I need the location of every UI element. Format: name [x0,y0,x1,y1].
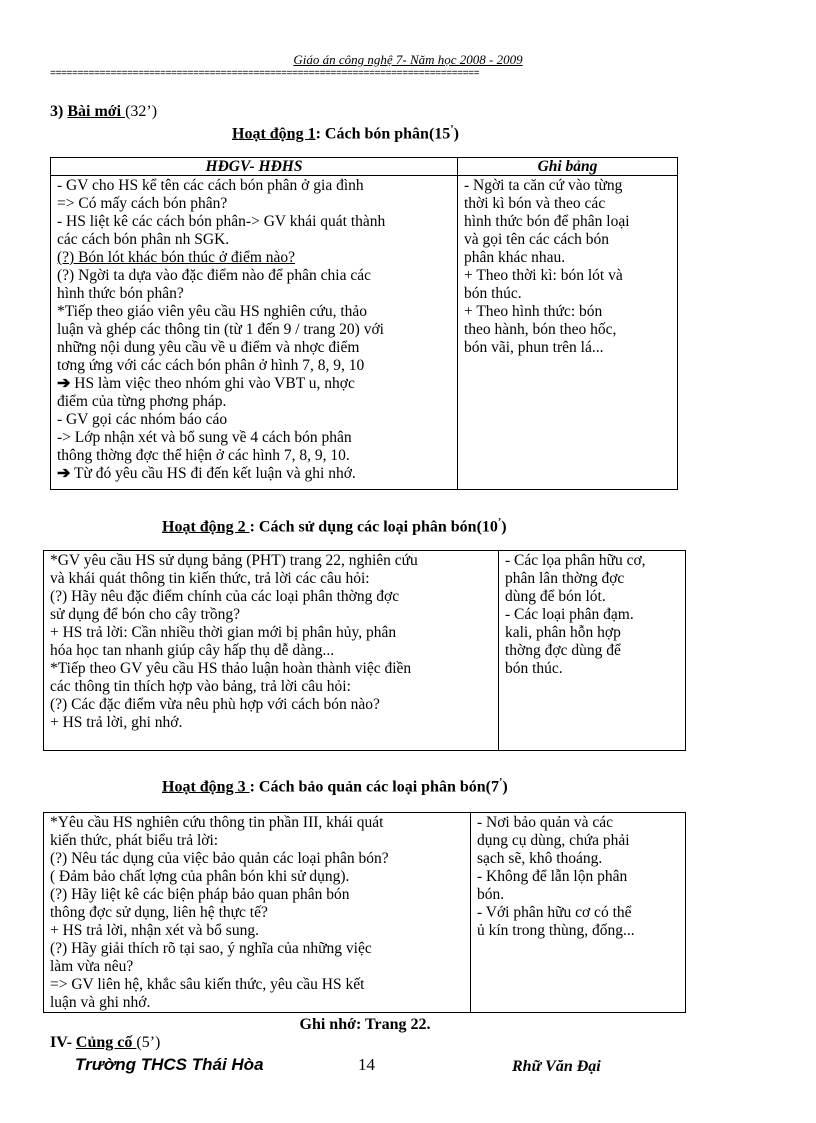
text-line: hình thức bón phân? [57,285,184,302]
text-line: + Theo hình thức: bón [464,303,603,320]
text-line: bón thúc. [464,285,522,302]
text-line: theo hành, bón theo hốc, [464,321,617,338]
text-line: hóa học tan nhanh giúp cây hấp thụ dễ dàng... [50,642,335,659]
section-3-heading [50,103,157,121]
question-line: (?) Hãy nêu đặc điểm chính của các loại phân thờng đợc [50,588,400,605]
activity-1-sup: ’ [450,124,454,135]
text-line: thờng đợc dùng để [505,642,621,659]
text-line: các cách bón phân nh SGK. [57,231,230,248]
text-line: - GV cho HS kể tên các cách bón phân ở gia đình [57,177,364,194]
text-line: tơng ứng với các cách bón phân ở hình 7, 8, 9, 10 [57,357,365,374]
text-line: ( Đảm bảo chất lợng của phân bón khi sử dụng). [50,868,350,885]
question-line: (?) Bón lót khác bón thúc ở điểm nào? [57,249,296,266]
activity-3-label: Hoạt động 3 [162,778,250,796]
activity-3-text: : Cách bảo quản các loại phân bón(7 [249,778,499,796]
activity-2-title [162,517,507,536]
question-line: (?) Các đặc điểm vừa nêu phù hợp với cách bón nào? [50,696,380,713]
section-3-time: (32’) [125,103,158,120]
activity-1-label: Hoạt động 1 [232,125,316,143]
text-line: bón thúc. [505,660,563,677]
footer-school: Trường THCS Thái Hòa [75,1055,264,1074]
activity-2-sup: ’ [497,517,502,528]
text-line: hình thức bón để phân loại [464,213,630,230]
activity-1-right-cell [458,176,678,490]
text-line: dùng để bón lót. [505,588,606,605]
activity-1-table [50,157,678,490]
header-hdgv: HĐGV- HĐHS [51,158,458,176]
text-line: - Ngời ta căn cứ vào từng [464,177,623,194]
text-line: và gọi tên các cách bón [464,231,610,248]
text-line: dụng cụ dùng, chứa phải [477,832,630,849]
arrow-line [57,375,451,393]
text-line: kali, phân hỗn hợp [505,624,621,641]
arrow-icon: ➔ [57,375,71,392]
activity-3-sup: ’ [498,777,503,788]
text-line: sử dụng để bón cho cây trồng? [50,606,241,623]
activity-3-left-cell [44,813,471,1013]
header-ghi-bang: Ghi bảng [458,158,678,176]
text-line: luận và ghi nhớ. [50,994,151,1011]
section-4-title: Củng cố [75,1034,137,1051]
question-line: (?) Hãy liệt kê các biện pháp bảo quan phân bón [50,886,350,903]
header-title: Giáo án công nghệ 7- Năm học 2008 - 2009 [293,52,523,67]
activity-3-content-row [44,813,686,1013]
arrow-icon: ➔ [57,465,71,482]
text-line: - Nơi bảo quản và các [477,814,614,831]
text-line: làm vừa nêu? [50,958,134,975]
section-4-heading [50,1034,160,1052]
text-line: => Có mấy cách bón phân? [57,195,228,212]
activity-1-close: ) [453,125,459,143]
text-line: + HS trả lời, nhận xét và bổ sung. [50,922,259,939]
text-line: và khái quát thông tin kiến thức, trả lời các câu hỏi: [50,570,370,587]
header-rule: ============================================================================== [50,70,480,80]
question-line: (?) Hãy giải thích rõ tại sao, ý nghĩa của những việc [50,940,372,957]
text-line: -> Lớp nhận xét và bổ sung về 4 cách bón phân [57,429,352,446]
section-3-label: 3) [50,103,68,120]
text-line: thông thờng đợc thể hiện ở các hình 7, 8, 9, 10. [57,447,350,464]
text-line: + HS trả lời, ghi nhớ. [50,714,183,731]
question-line: (?) Nêu tác dụng của việc bảo quản các loại phân bón? [50,850,389,867]
text-line: - HS liệt kê các cách bón phân-> GV khái quát thành [57,213,386,230]
arrow-line-text: HS làm việc theo nhóm ghi vào VBT u, nhợc [70,375,355,392]
activity-2-label: Hoạt động 2 [162,518,250,536]
text-line: - Các lọa phân hữu cơ, [505,552,646,569]
activity-2-left-cell [44,551,499,751]
text-line: ủ kín trong thùng, đống... [477,922,635,939]
text-line: những nội dung yêu cầu về u điểm và nhợc điểm [57,339,360,356]
activity-1-title [232,124,459,143]
text-line: thời kì bón và theo các [464,195,606,212]
question-line: (?) Ngời ta dựa vào đặc điểm nào để phân chia các [57,267,371,284]
ghi-nho: Ghi nhớ: Trang 22. [299,1016,431,1033]
text-line: bón vãi, phun trên lá... [464,339,604,356]
activity-2-text: : Cách sử dụng các loại phân bón(10 [249,518,498,536]
text-line: - Không để lẫn lộn phân [477,868,628,885]
footer-author: Rhữ Văn Đại [512,1058,601,1075]
text-line: luận và ghép các thông tin (từ 1 đến 9 / trang 20) với [57,321,384,338]
activity-2-right-cell [499,551,686,751]
section-4-label: IV- [50,1034,76,1051]
text-line: *Yêu cầu HS nghiên cứu thông tin phần III, khái quát [50,814,384,831]
footer-page-number: 14 [358,1055,375,1074]
arrow-line [57,465,451,483]
activity-1-text: : Cách bón phân(15 [315,125,451,143]
activity-2-table [43,550,686,751]
text-line: => GV liên hệ, khắc sâu kiến thức, yêu cầu HS kết [50,976,365,993]
text-line: các thông tin thích hợp vào bảng, trả lời câu hỏi: [50,678,351,695]
section-3-title: Bài mới [67,103,126,120]
activity-2-content-row [44,551,686,751]
text-line: - Với phân hữu cơ có thể [477,904,632,921]
text-line: - Các loại phân đạm. [505,606,634,623]
text-line: bón. [477,886,505,903]
text-line: kiến thức, phát biểu trả lời: [50,832,219,849]
activity-1-content-row [51,176,678,490]
text-line: phân khác nhau. [464,249,566,266]
activity-3-title [162,777,508,796]
text-line: + Theo thời kì: bón lót và [464,267,623,284]
activity-2-close: ) [501,518,507,536]
text-line: phân lân thờng đợc [505,570,625,587]
activity-1-header-row [51,158,678,176]
activity-3-table [43,812,686,1013]
section-4-time: (5’) [136,1034,161,1051]
activity-3-right-cell [471,813,686,1013]
activity-3-close: ) [502,778,508,796]
text-line: *Tiếp theo GV yêu cầu HS thảo luận hoàn thành việc điền [50,660,412,677]
text-line: thông đợc sử dụng, liên hệ thực tế? [50,904,268,921]
text-line: + HS trả lời: Cần nhiều thời gian mới bị phân hủy, phân [50,624,397,641]
activity-1-left-cell [51,176,458,490]
text-line: sạch sẽ, khô thoáng. [477,850,603,867]
arrow-line-text: Từ đó yêu cầu HS đi đến kết luận và ghi nhớ. [70,465,356,482]
text-line: *GV yêu cầu HS sử dụng bảng (PHT) trang 22, nghiên cứu [50,552,418,569]
text-line: - GV gọi các nhóm báo cáo [57,411,228,428]
text-line: điểm của từng phơng pháp. [57,393,227,410]
text-line: *Tiếp theo giáo viên yêu cầu HS nghiên cứu, thảo [57,303,368,320]
